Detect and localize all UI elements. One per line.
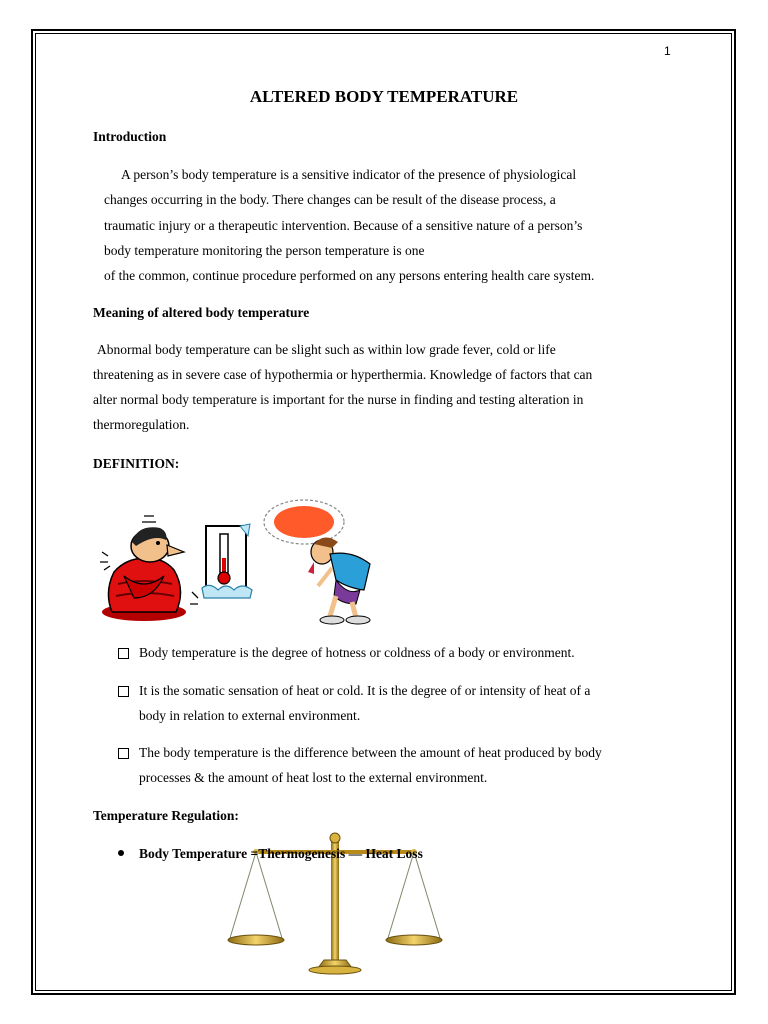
intro-line-3: traumatic injury or a therapeutic intervention. Because of a sensitive nature of a person’s	[104, 218, 583, 233]
meaning-line-4: thermoregulation.	[93, 417, 190, 432]
checkbox-bullet-icon	[118, 686, 129, 697]
definition-bullet-1: Body temperature is the degree of hotness or coldness of a body or environment.	[139, 645, 575, 660]
intro-line-1: A person’s body temperature is a sensitive indicator of the presence of physiological	[121, 167, 577, 182]
bullet-dot-icon	[118, 850, 124, 856]
intro-line-4: body temperature monitoring the person temperature is one	[104, 243, 425, 258]
definition-bullet-2-line-1: It is the somatic sensation of heat or cold. It is the degree of or intensity of heat of a	[139, 683, 591, 698]
hot-person-illustration	[252, 492, 380, 626]
definition-bullet-2-line-2: body in relation to external environment.	[139, 708, 361, 723]
checkbox-bullet-icon	[118, 648, 129, 659]
intro-line-2: changes occurring in the body. There changes can be result of the disease process, a	[104, 192, 556, 207]
meaning-line-3: alter normal body temperature is important for the nurse in finding and testing alteration in	[93, 392, 584, 407]
temperature-formula: Body Temperature =Thermogenesis — Heat Loss	[139, 846, 423, 861]
checkbox-bullet-icon	[118, 748, 129, 759]
regulation-heading: Temperature Regulation:	[93, 808, 239, 823]
intro-line-5: of the common, continue procedure performed on any persons entering health care system.	[104, 268, 595, 283]
meaning-heading: Meaning of altered body temperature	[93, 305, 310, 320]
page-title: ALTERED BODY TEMPERATURE	[249, 87, 519, 106]
definition-bullet-3-line-2: processes & the amount of heat lost to the external environment.	[139, 770, 488, 785]
definition-heading: DEFINITION:	[93, 456, 180, 471]
meaning-line-2: threatening as in severe case of hypothermia or hyperthermia. Knowledge of factors that can	[93, 367, 593, 382]
frozen-thermometer-illustration	[200, 522, 256, 600]
introduction-heading: Introduction	[93, 129, 167, 144]
meaning-line-1: Abnormal body temperature can be slight such as within low grade fever, cold or life	[97, 342, 556, 357]
definition-bullet-3-line-1: The body temperature is the difference between the amount of heat produced by body	[139, 745, 602, 760]
page-number: 1	[664, 44, 671, 58]
